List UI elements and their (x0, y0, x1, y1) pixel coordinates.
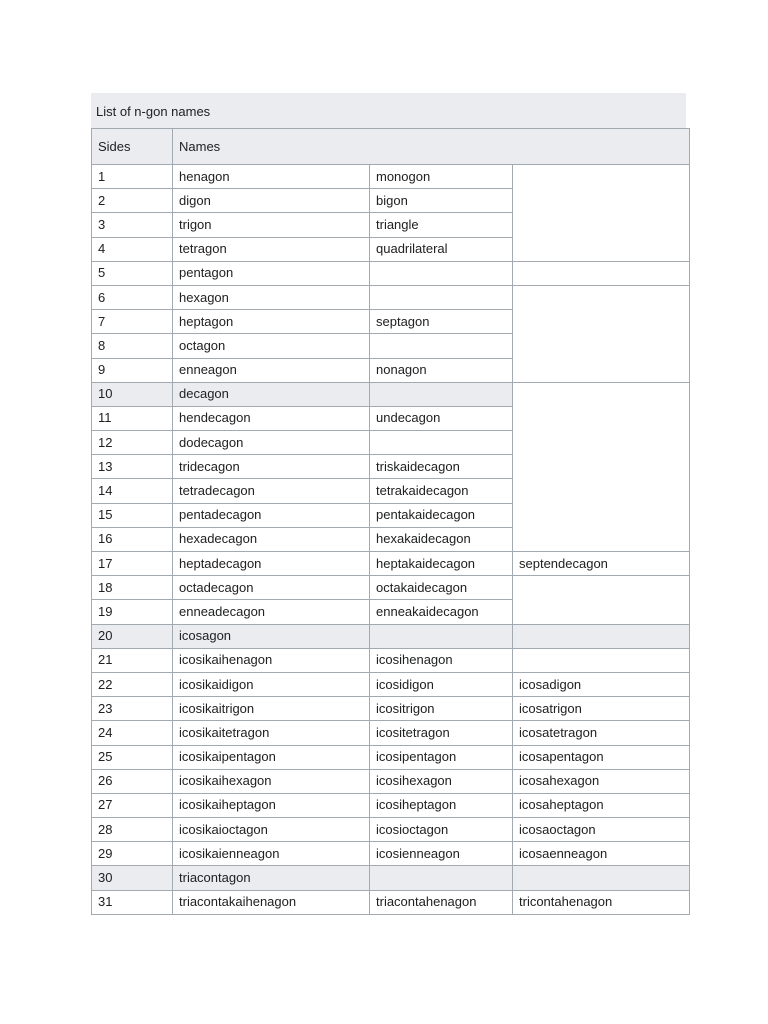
name-cell: icosatrigon (513, 697, 690, 721)
name-cell: icosikaihexagon (173, 769, 370, 793)
sides-cell: 23 (92, 697, 173, 721)
name-cell: icosiheptagon (370, 793, 513, 817)
empty-cell (513, 382, 690, 551)
name-cell: enneagon (173, 358, 370, 382)
name-cell: tridecagon (173, 455, 370, 479)
name-cell: triacontagon (173, 866, 370, 890)
sides-cell: 18 (92, 576, 173, 600)
table-row (92, 697, 690, 721)
table-row (92, 866, 690, 890)
sides-cell: 2 (92, 189, 173, 213)
table-row (92, 382, 690, 406)
table-row (92, 648, 690, 672)
name-cell: icosidigon (370, 672, 513, 696)
table-header-row (92, 129, 690, 165)
name-cell: henagon (173, 165, 370, 189)
sides-cell: 9 (92, 358, 173, 382)
table-caption: List of n-gon names (91, 93, 686, 128)
name-cell (370, 624, 513, 648)
sides-cell: 4 (92, 237, 173, 261)
sides-cell: 30 (92, 866, 173, 890)
header-names: Names (173, 129, 690, 165)
name-cell: tricontahenagon (513, 890, 690, 914)
sides-cell: 3 (92, 213, 173, 237)
name-cell: hexagon (173, 285, 370, 309)
sides-cell: 7 (92, 310, 173, 334)
name-cell: icosahexagon (513, 769, 690, 793)
name-cell: icosikaidigon (173, 672, 370, 696)
ngon-table-container (91, 93, 689, 915)
table-row (92, 721, 690, 745)
name-cell: triskaidecagon (370, 455, 513, 479)
name-cell (513, 261, 690, 285)
name-cell: monogon (370, 165, 513, 189)
name-cell: septendecagon (513, 552, 690, 576)
name-cell: hexakaidecagon (370, 527, 513, 551)
name-cell: tetragon (173, 237, 370, 261)
name-cell (370, 382, 513, 406)
table-row (92, 261, 690, 285)
sides-cell: 29 (92, 842, 173, 866)
sides-cell: 15 (92, 503, 173, 527)
name-cell: pentakaidecagon (370, 503, 513, 527)
name-cell (513, 866, 690, 890)
name-cell: icosikaihenagon (173, 648, 370, 672)
name-cell: heptagon (173, 310, 370, 334)
name-cell (370, 431, 513, 455)
name-cell: enneadecagon (173, 600, 370, 624)
sides-cell: 1 (92, 165, 173, 189)
name-cell: icosienneagon (370, 842, 513, 866)
name-cell: triacontahenagon (370, 890, 513, 914)
empty-cell (513, 576, 690, 624)
name-cell (370, 866, 513, 890)
sides-cell: 28 (92, 818, 173, 842)
name-cell: quadrilateral (370, 237, 513, 261)
name-cell: octakaidecagon (370, 576, 513, 600)
table-row (92, 576, 690, 600)
table-row (92, 624, 690, 648)
name-cell: icosikaienneagon (173, 842, 370, 866)
sides-cell: 11 (92, 406, 173, 430)
name-cell: icosipentagon (370, 745, 513, 769)
name-cell: octadecagon (173, 576, 370, 600)
name-cell: icosapentagon (513, 745, 690, 769)
empty-cell (513, 165, 690, 262)
sides-cell: 17 (92, 552, 173, 576)
name-cell: icosatetragon (513, 721, 690, 745)
name-cell: hexadecagon (173, 527, 370, 551)
name-cell: pentagon (173, 261, 370, 285)
sides-cell: 5 (92, 261, 173, 285)
table-row (92, 672, 690, 696)
sides-cell: 21 (92, 648, 173, 672)
name-cell: icositrigon (370, 697, 513, 721)
table-row (92, 842, 690, 866)
sides-cell: 24 (92, 721, 173, 745)
name-cell: icosioctagon (370, 818, 513, 842)
name-cell: icosadigon (513, 672, 690, 696)
name-cell: decagon (173, 382, 370, 406)
sides-cell: 16 (92, 527, 173, 551)
name-cell: octagon (173, 334, 370, 358)
name-cell: icosaenneagon (513, 842, 690, 866)
name-cell: tetradecagon (173, 479, 370, 503)
name-cell: septagon (370, 310, 513, 334)
name-cell: heptadecagon (173, 552, 370, 576)
sides-cell: 26 (92, 769, 173, 793)
name-cell: icosikaipentagon (173, 745, 370, 769)
name-cell: triacontakaihenagon (173, 890, 370, 914)
table-row (92, 285, 690, 309)
table-row (92, 745, 690, 769)
name-cell (370, 261, 513, 285)
name-cell: icosikaitrigon (173, 697, 370, 721)
table-row (92, 818, 690, 842)
name-cell: triangle (370, 213, 513, 237)
sides-cell: 8 (92, 334, 173, 358)
sides-cell: 25 (92, 745, 173, 769)
name-cell: icosihexagon (370, 769, 513, 793)
name-cell: icositetragon (370, 721, 513, 745)
name-cell: icosaoctagon (513, 818, 690, 842)
name-cell: trigon (173, 213, 370, 237)
table-row (92, 793, 690, 817)
name-cell: bigon (370, 189, 513, 213)
name-cell: icosikaiheptagon (173, 793, 370, 817)
name-cell (513, 648, 690, 672)
name-cell: icosikaioctagon (173, 818, 370, 842)
name-cell (370, 285, 513, 309)
name-cell: dodecagon (173, 431, 370, 455)
ngon-names-table (91, 128, 690, 915)
sides-cell: 14 (92, 479, 173, 503)
table-row (92, 552, 690, 576)
name-cell: heptakaidecagon (370, 552, 513, 576)
table-row (92, 890, 690, 914)
sides-cell: 20 (92, 624, 173, 648)
sides-cell: 12 (92, 431, 173, 455)
name-cell (370, 334, 513, 358)
name-cell: pentadecagon (173, 503, 370, 527)
table-row (92, 165, 690, 189)
name-cell: icosaheptagon (513, 793, 690, 817)
empty-cell (513, 285, 690, 382)
name-cell: nonagon (370, 358, 513, 382)
table-row (92, 769, 690, 793)
sides-cell: 31 (92, 890, 173, 914)
name-cell: tetrakaidecagon (370, 479, 513, 503)
name-cell: icosagon (173, 624, 370, 648)
name-cell: icosikaitetragon (173, 721, 370, 745)
sides-cell: 10 (92, 382, 173, 406)
name-cell (513, 624, 690, 648)
name-cell: enneakaidecagon (370, 600, 513, 624)
name-cell: icosihenagon (370, 648, 513, 672)
sides-cell: 27 (92, 793, 173, 817)
name-cell: undecagon (370, 406, 513, 430)
sides-cell: 13 (92, 455, 173, 479)
header-sides: Sides (92, 129, 173, 165)
sides-cell: 6 (92, 285, 173, 309)
name-cell: digon (173, 189, 370, 213)
sides-cell: 19 (92, 600, 173, 624)
name-cell: hendecagon (173, 406, 370, 430)
sides-cell: 22 (92, 672, 173, 696)
